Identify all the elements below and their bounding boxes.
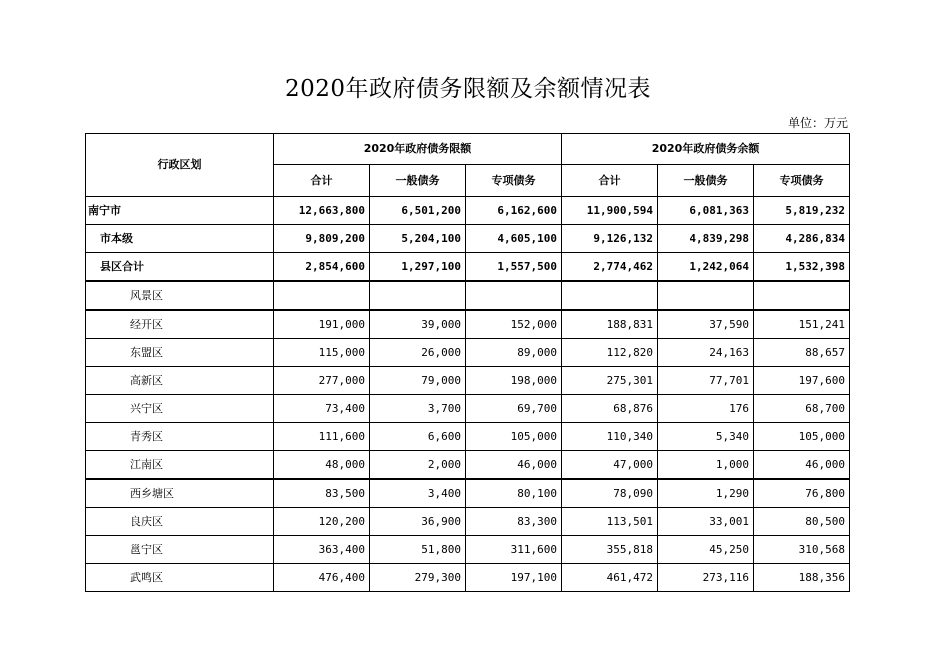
table-row: [86, 197, 850, 225]
table-row: [86, 536, 850, 564]
value-cell: 83,300: [466, 508, 562, 536]
region-name: 东盟区: [86, 339, 274, 367]
value-cell: 76,800: [754, 479, 850, 508]
value-cell: 197,100: [466, 564, 562, 592]
region-name: 良庆区: [86, 508, 274, 536]
value-cell: 77,701: [658, 367, 754, 395]
table-row: [86, 564, 850, 592]
value-cell: 1,290: [658, 479, 754, 508]
value-cell: 111,600: [274, 423, 370, 451]
value-cell: 310,568: [754, 536, 850, 564]
value-cell: 2,000: [370, 451, 466, 480]
table-row: [86, 310, 850, 339]
value-cell: 73,400: [274, 395, 370, 423]
table-row: [86, 508, 850, 536]
value-cell: 152,000: [466, 310, 562, 339]
table-row: [86, 395, 850, 423]
value-cell: 5,204,100: [370, 225, 466, 253]
header-limit-special: 专项债务: [466, 165, 562, 197]
value-cell: 197,600: [754, 367, 850, 395]
value-cell: 277,000: [274, 367, 370, 395]
value-cell: 311,600: [466, 536, 562, 564]
header-balance-special: 专项债务: [754, 165, 850, 197]
region-name: 风景区: [86, 281, 274, 310]
value-cell: 79,000: [370, 367, 466, 395]
table-row: [86, 479, 850, 508]
table-row: [86, 339, 850, 367]
table-row: [86, 423, 850, 451]
value-cell: 6,600: [370, 423, 466, 451]
value-cell: 120,200: [274, 508, 370, 536]
region-name: 武鸣区: [86, 564, 274, 592]
value-cell: 80,100: [466, 479, 562, 508]
table-body: [86, 197, 850, 592]
value-cell: 191,000: [274, 310, 370, 339]
region-name: 江南区: [86, 451, 274, 480]
value-cell: 2,774,462: [562, 253, 658, 282]
value-cell: 279,300: [370, 564, 466, 592]
value-cell: 1,557,500: [466, 253, 562, 282]
value-cell: 198,000: [466, 367, 562, 395]
value-cell: 78,090: [562, 479, 658, 508]
header-limit-total: 合计: [274, 165, 370, 197]
page-title: 2020年政府债务限额及余额情况表: [284, 76, 652, 102]
value-cell: 46,000: [754, 451, 850, 480]
value-cell: 33,001: [658, 508, 754, 536]
value-cell: 5,819,232: [754, 197, 850, 225]
value-cell: 476,400: [274, 564, 370, 592]
table-row: [86, 281, 850, 310]
value-cell: 47,000: [562, 451, 658, 480]
header-group-balance: 2020年政府债务余额: [562, 134, 850, 165]
header-limit-general: 一般债务: [370, 165, 466, 197]
value-cell: 115,000: [274, 339, 370, 367]
value-cell: 4,286,834: [754, 225, 850, 253]
value-cell: 176: [658, 395, 754, 423]
table-row: [86, 451, 850, 480]
value-cell: 12,663,800: [274, 197, 370, 225]
header-group-limit: 2020年政府债务限额: [274, 134, 562, 165]
value-cell: 363,400: [274, 536, 370, 564]
value-cell: 46,000: [466, 451, 562, 480]
value-cell: 1,297,100: [370, 253, 466, 282]
value-cell: [754, 281, 850, 310]
value-cell: [562, 281, 658, 310]
region-name: 兴宁区: [86, 395, 274, 423]
value-cell: 105,000: [754, 423, 850, 451]
value-cell: 113,501: [562, 508, 658, 536]
value-cell: 88,657: [754, 339, 850, 367]
value-cell: 4,605,100: [466, 225, 562, 253]
value-cell: [466, 281, 562, 310]
value-cell: 1,000: [658, 451, 754, 480]
table-row: [86, 367, 850, 395]
value-cell: 80,500: [754, 508, 850, 536]
value-cell: 3,700: [370, 395, 466, 423]
value-cell: 36,900: [370, 508, 466, 536]
value-cell: 6,501,200: [370, 197, 466, 225]
header-balance-total: 合计: [562, 165, 658, 197]
region-name: 邕宁区: [86, 536, 274, 564]
value-cell: 275,301: [562, 367, 658, 395]
region-name: 南宁市: [86, 197, 274, 225]
region-name: 西乡塘区: [86, 479, 274, 508]
value-cell: 6,081,363: [658, 197, 754, 225]
value-cell: 188,831: [562, 310, 658, 339]
value-cell: 1,532,398: [754, 253, 850, 282]
value-cell: 3,400: [370, 479, 466, 508]
value-cell: 112,820: [562, 339, 658, 367]
region-name: 经开区: [86, 310, 274, 339]
value-cell: 188,356: [754, 564, 850, 592]
value-cell: 4,839,298: [658, 225, 754, 253]
region-name: 青秀区: [86, 423, 274, 451]
value-cell: 69,700: [466, 395, 562, 423]
value-cell: 11,900,594: [562, 197, 658, 225]
value-cell: 37,590: [658, 310, 754, 339]
value-cell: 6,162,600: [466, 197, 562, 225]
value-cell: [370, 281, 466, 310]
value-cell: 461,472: [562, 564, 658, 592]
value-cell: 48,000: [274, 451, 370, 480]
value-cell: 151,241: [754, 310, 850, 339]
unit-label: 单位：万元: [787, 116, 848, 130]
table-row: [86, 253, 850, 282]
value-cell: 89,000: [466, 339, 562, 367]
value-cell: 1,242,064: [658, 253, 754, 282]
debt-table: [85, 133, 850, 592]
value-cell: 68,700: [754, 395, 850, 423]
value-cell: 24,163: [658, 339, 754, 367]
value-cell: 45,250: [658, 536, 754, 564]
region-name: 高新区: [86, 367, 274, 395]
value-cell: 9,126,132: [562, 225, 658, 253]
value-cell: 105,000: [466, 423, 562, 451]
value-cell: 26,000: [370, 339, 466, 367]
table-row: [86, 225, 850, 253]
value-cell: 2,854,600: [274, 253, 370, 282]
region-name: 县区合计: [86, 253, 274, 282]
header-balance-general: 一般债务: [658, 165, 754, 197]
region-name: 市本级: [86, 225, 274, 253]
value-cell: 273,116: [658, 564, 754, 592]
value-cell: 51,800: [370, 536, 466, 564]
value-cell: 83,500: [274, 479, 370, 508]
value-cell: [658, 281, 754, 310]
value-cell: 355,818: [562, 536, 658, 564]
value-cell: 5,340: [658, 423, 754, 451]
header-region: 行政区划: [86, 134, 274, 197]
value-cell: 68,876: [562, 395, 658, 423]
value-cell: 110,340: [562, 423, 658, 451]
value-cell: 39,000: [370, 310, 466, 339]
value-cell: [274, 281, 370, 310]
value-cell: 9,809,200: [274, 225, 370, 253]
